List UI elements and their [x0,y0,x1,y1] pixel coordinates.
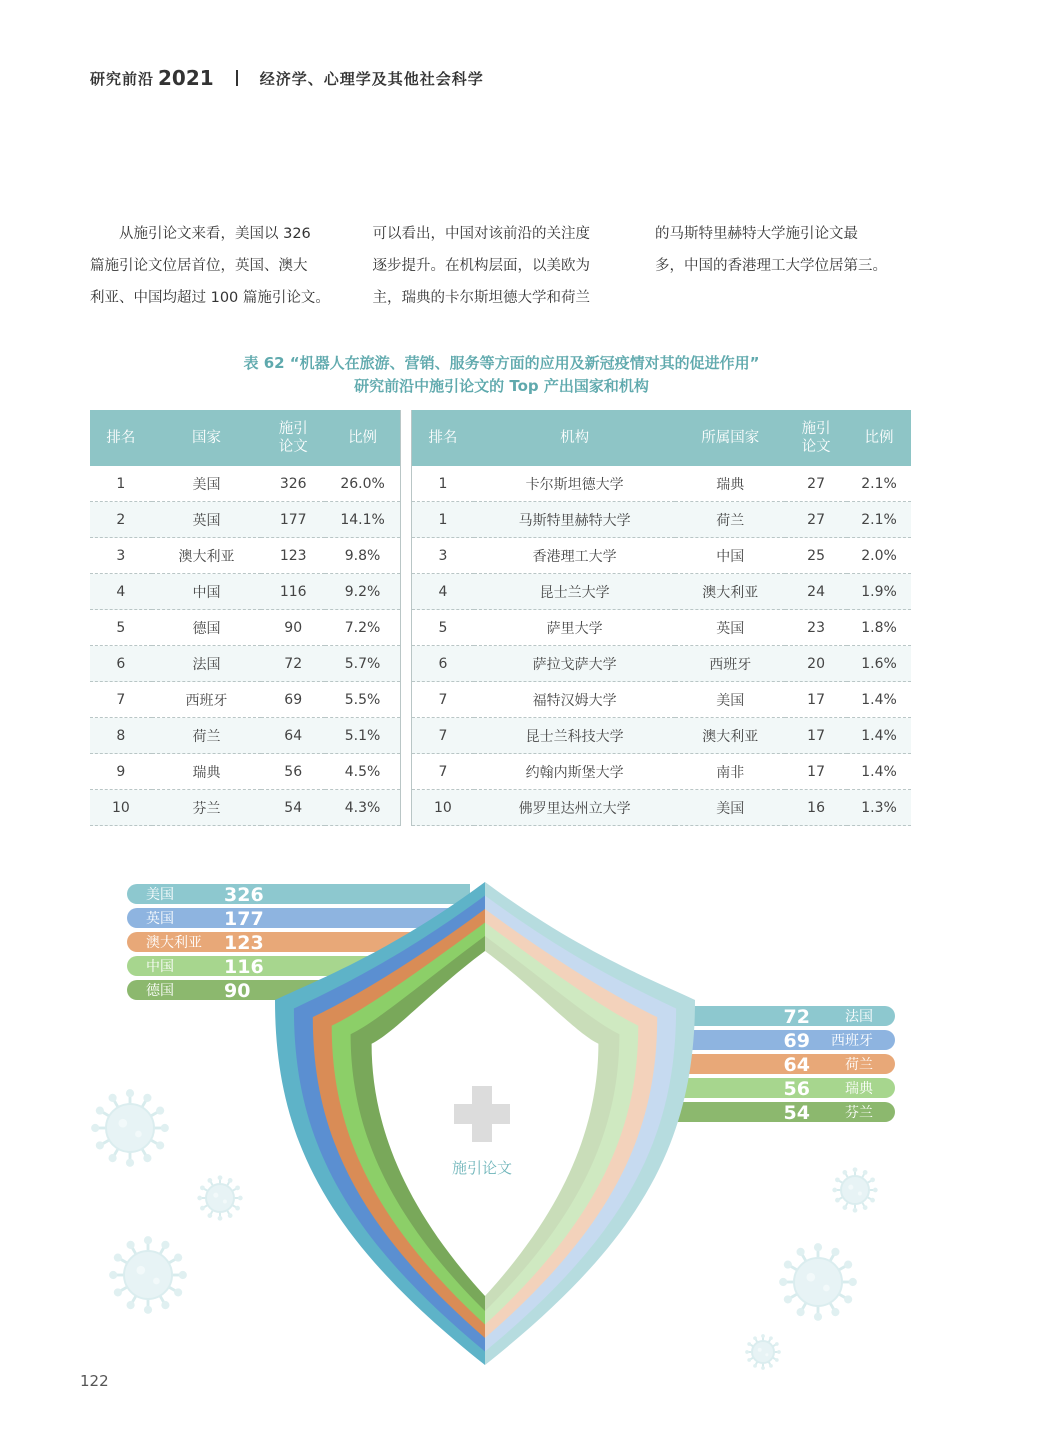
table-row [90,754,401,790]
col-header-papers-line1: 施引 [278,421,308,437]
text-line: 的马斯特里赫特大学施引论文最 [655,226,858,242]
bar-country-label: 荷兰 [845,1057,873,1073]
text-line: 篇施引论文位居首位，英国、澳大 [90,258,308,274]
col-header-country: 国家 [152,410,262,466]
col-header-papers-line1: 施引 [801,421,831,437]
bar-country-label: 中国 [146,959,174,975]
col-header-ratio: 比例 [325,410,400,466]
cell-papers: 90 [261,610,325,646]
table-row [412,682,912,718]
cell-country: 瑞典 [152,754,262,790]
page-number: 122 [80,1372,109,1390]
virus-icon [91,1089,169,1167]
cell-institution: 佛罗里达州立大学 [474,790,676,826]
cell-rank: 4 [412,574,474,610]
virus-icon [832,1167,877,1212]
intro-column-1 [90,218,348,314]
header-year: 2021 [158,66,214,90]
table-row [90,574,401,610]
bar-value-label: 72 [783,1006,810,1028]
cell-country: 西班牙 [675,646,785,682]
bar-value-label: 177 [224,908,264,930]
table-row [90,682,401,718]
cell-ratio: 1.9% [847,574,911,610]
institution-table [411,410,911,826]
cell-institution: 昆士兰大学 [474,574,676,610]
col-header-papers [785,410,847,466]
cell-country: 英国 [152,502,262,538]
cell-ratio: 2.0% [847,538,911,574]
cell-country: 芬兰 [152,790,262,826]
bar-value-label: 116 [224,956,264,978]
cell-papers: 177 [261,502,325,538]
table-row [412,790,912,826]
cell-papers: 56 [261,754,325,790]
text-line: 主，瑞典的卡尔斯坦德大学和荷兰 [372,290,590,306]
cell-ratio: 1.4% [847,754,911,790]
cell-institution: 福特汉姆大学 [474,682,676,718]
cell-ratio: 1.3% [847,790,911,826]
cell-ratio: 7.2% [325,610,400,646]
left-bar [127,884,470,906]
cell-institution: 约翰内斯堡大学 [474,754,676,790]
cell-rank: 7 [412,754,474,790]
cell-institution: 香港理工大学 [474,538,676,574]
cell-papers: 23 [785,610,847,646]
cell-institution: 萨里大学 [474,610,676,646]
cell-country: 荷兰 [152,718,262,754]
virus-icon [109,1236,187,1314]
table-row [90,646,401,682]
right-bar [660,1054,895,1076]
caption-line-2: 研究前沿中施引论文的 Top 产出国家和机构 [354,377,649,395]
cell-ratio: 1.4% [847,682,911,718]
cell-institution: 马斯特里赫特大学 [474,502,676,538]
right-bar [660,1102,895,1124]
bar-value-label: 54 [783,1102,810,1124]
cell-rank: 6 [412,646,474,682]
cell-institution: 昆士兰科技大学 [474,718,676,754]
virus-icon [779,1243,857,1321]
intro-paragraph [90,218,913,314]
table-row [412,610,912,646]
cell-institution: 萨拉戈萨大学 [474,646,676,682]
cell-country: 美国 [675,682,785,718]
cell-country: 西班牙 [152,682,262,718]
table-row [412,718,912,754]
bar-value-label: 123 [224,932,264,954]
cell-papers: 27 [785,466,847,502]
cell-country: 美国 [152,466,262,502]
table-row [412,502,912,538]
cell-rank: 5 [412,610,474,646]
cell-papers: 326 [261,466,325,502]
cell-rank: 5 [90,610,152,646]
bar-value-label: 56 [783,1078,810,1100]
table-row [412,754,912,790]
bar-country-label: 西班牙 [831,1033,873,1049]
intro-column-3 [655,218,913,314]
center-label: 施引论文 [451,1159,513,1177]
table-row [90,466,401,502]
cell-rank: 4 [90,574,152,610]
cell-ratio: 2.1% [847,502,911,538]
cell-rank: 8 [90,718,152,754]
caption-line-1: 表 62 “机器人在旅游、营销、服务等方面的应用及新冠疫情对其的促进作用” [243,354,760,372]
cell-rank: 6 [90,646,152,682]
cell-rank: 3 [90,538,152,574]
cell-rank: 2 [90,502,152,538]
cell-rank: 10 [90,790,152,826]
cell-rank: 1 [90,466,152,502]
cell-rank: 3 [412,538,474,574]
cell-rank: 7 [412,718,474,754]
cell-papers: 64 [261,718,325,754]
col-header-ratio: 比例 [847,410,911,466]
table-row [90,538,401,574]
cell-country: 瑞典 [675,466,785,502]
cell-ratio: 2.1% [847,466,911,502]
cell-country: 中国 [152,574,262,610]
cell-ratio: 4.3% [325,790,400,826]
bar-country-label: 德国 [146,983,174,999]
cell-rank: 1 [412,502,474,538]
bar-value-label: 69 [783,1030,810,1052]
cell-ratio: 14.1% [325,502,400,538]
cell-ratio: 4.5% [325,754,400,790]
cell-papers: 16 [785,790,847,826]
cell-rank: 10 [412,790,474,826]
cell-ratio: 1.4% [847,718,911,754]
cell-ratio: 5.1% [325,718,400,754]
cell-country: 荷兰 [675,502,785,538]
col-header-country: 所属国家 [675,410,785,466]
cell-ratio: 9.2% [325,574,400,610]
country-table [90,410,401,826]
table-row [412,466,912,502]
bar-value-label: 64 [783,1054,810,1076]
intro-column-2 [373,218,631,314]
cell-country: 德国 [152,610,262,646]
cell-rank: 1 [412,466,474,502]
cell-country: 法国 [152,646,262,682]
cell-ratio: 5.5% [325,682,400,718]
cell-papers: 123 [261,538,325,574]
cell-ratio: 26.0% [325,466,400,502]
cell-ratio: 9.8% [325,538,400,574]
virus-icon [197,1175,242,1220]
col-header-rank: 排名 [412,410,474,466]
text-line: 多，中国的香港理工大学位居第三。 [655,258,887,274]
table-row [412,646,912,682]
table-row [90,790,401,826]
bar-country-label: 美国 [146,887,174,903]
cell-country: 澳大利亚 [675,574,785,610]
table-caption [90,352,913,398]
cell-papers: 17 [785,718,847,754]
left-bar [127,908,470,930]
header-subtitle: 经济学、心理学及其他社会科学 [259,69,484,88]
right-bars [660,1006,895,1124]
cell-country: 美国 [675,790,785,826]
cell-rank: 9 [90,754,152,790]
right-bar [660,1030,895,1052]
bar-value-label: 326 [224,884,264,906]
cell-papers: 69 [261,682,325,718]
cell-ratio: 1.6% [847,646,911,682]
table-row [90,610,401,646]
cell-rank: 7 [412,682,474,718]
right-bar [660,1006,895,1028]
shield-infographic [0,860,1062,1380]
cell-country: 澳大利亚 [675,718,785,754]
bar-country-label: 澳大利亚 [146,935,202,951]
col-header-papers-line2: 论文 [801,439,831,455]
cell-ratio: 1.8% [847,610,911,646]
cell-ratio: 5.7% [325,646,400,682]
table-row [412,538,912,574]
table-row [90,718,401,754]
right-bar [660,1078,895,1100]
cell-country: 澳大利亚 [152,538,262,574]
cell-country: 南非 [675,754,785,790]
bar-country-label: 法国 [845,1009,873,1025]
header-brand: 研究前沿 [90,69,155,88]
cell-papers: 116 [261,574,325,610]
virus-icon [745,1334,781,1370]
cell-papers: 24 [785,574,847,610]
cell-papers: 72 [261,646,325,682]
bar-country-label: 瑞典 [845,1081,873,1097]
col-header-papers-line2: 论文 [278,439,308,455]
cell-papers: 27 [785,502,847,538]
bar-country-label: 芬兰 [845,1105,873,1121]
cell-papers: 25 [785,538,847,574]
cell-papers: 17 [785,682,847,718]
text-line: 从施引论文来看，美国以 326 [90,226,311,242]
cell-papers: 54 [261,790,325,826]
text-line: 逐步提升。在机构层面，以美欧为 [372,258,590,274]
col-header-institution: 机构 [474,410,676,466]
cell-papers: 17 [785,754,847,790]
bar-country-label: 英国 [146,911,174,927]
table-row [412,574,912,610]
col-header-rank: 排名 [90,410,152,466]
text-line: 利亚、中国均超过 100 篇施引论文。 [90,290,330,306]
cell-country: 中国 [675,538,785,574]
header-divider [236,70,238,86]
cell-country: 英国 [675,610,785,646]
running-header [90,66,484,90]
cell-institution: 卡尔斯坦德大学 [474,466,676,502]
cell-papers: 20 [785,646,847,682]
cell-rank: 7 [90,682,152,718]
table-row [90,502,401,538]
col-header-papers [261,410,325,466]
text-line: 可以看出，中国对该前沿的关注度 [372,226,590,242]
bar-value-label: 90 [224,980,251,1002]
